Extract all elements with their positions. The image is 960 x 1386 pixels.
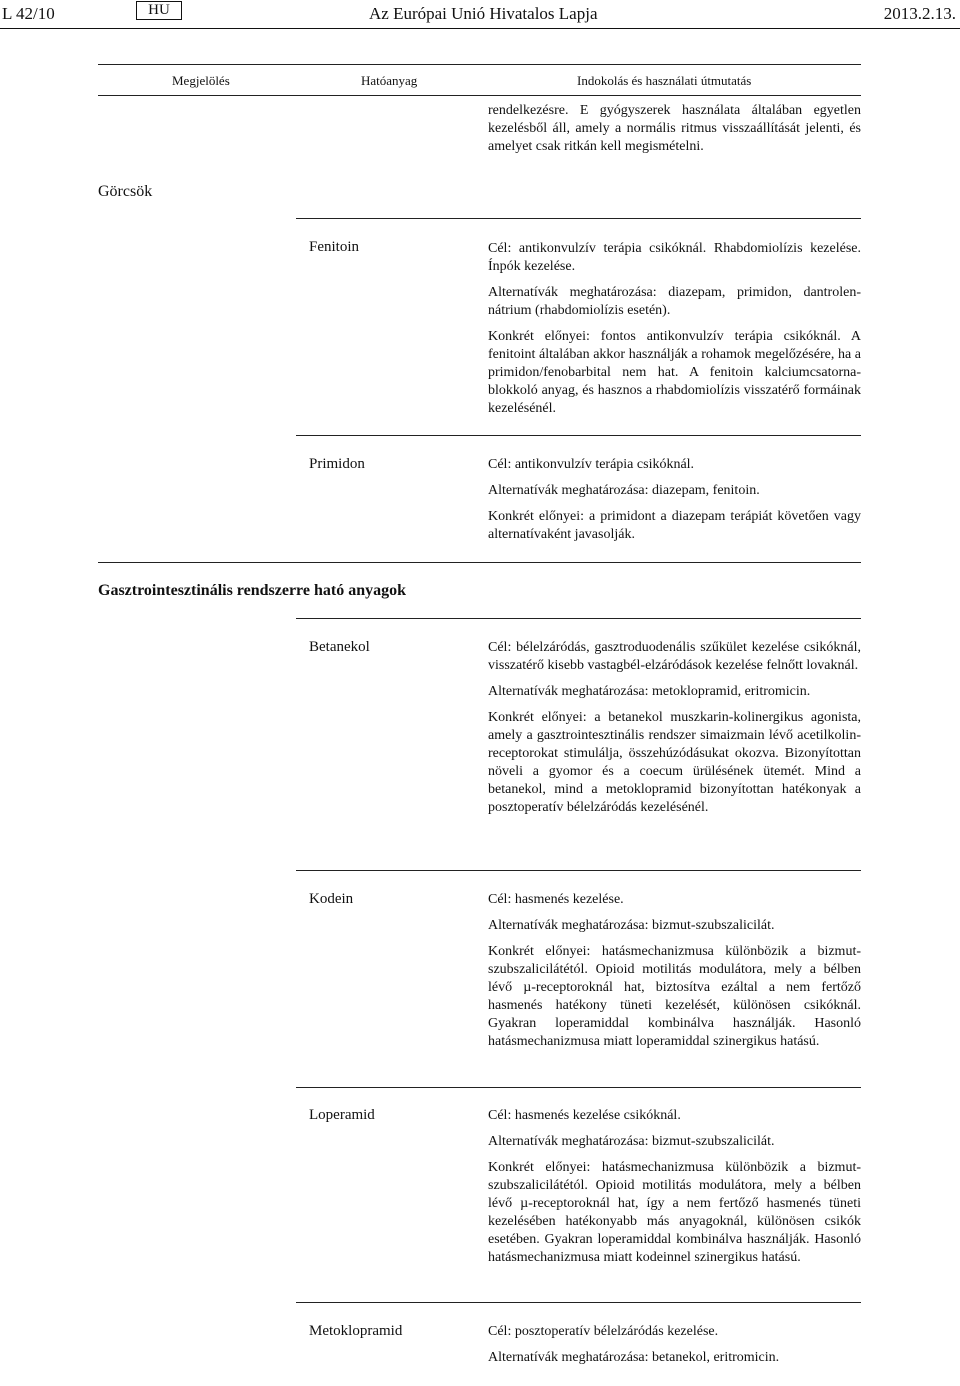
paragraph-target: Cél: antikonvulzív terápia csikóknál. (488, 457, 695, 472)
paragraph-alternatives: Alternatívák meghatározása: bizmut-szubszalicilát. (488, 1134, 775, 1149)
row-rule-fenitoin (296, 218, 861, 219)
paragraph-advantages: Konkrét előnyei: fontos antikonvulzív terápia csikóknál. A fenitoint általában akkor használják a rohamok megelőzésére, ha a primidon/fenobarbital nem hat. A fenitoin kalciumcsatorna-blokkoló anyag, és hasznos a rhabdomiolízis visszatérő formáinak kezelésénél. (488, 329, 861, 416)
substance-betanekol: Betanekol (309, 639, 370, 655)
paragraph-target: Cél: hasmenés kezelése. (488, 892, 624, 907)
column-header-active-substance: Hatóanyag (361, 73, 418, 88)
row-text-fenitoin (488, 240, 861, 418)
row-text-loperamid (488, 1107, 861, 1267)
language-badge: HU (136, 1, 182, 20)
row-rule-betanekol (296, 618, 861, 619)
paragraph-alternatives: Alternatívák meghatározása: diazepam, fenitoin. (488, 483, 760, 498)
section-rule-gastro (98, 562, 861, 563)
row-text-kodein (488, 891, 861, 1051)
column-header-justification: Indokolás és használati útmutatás (577, 73, 752, 88)
row-text-primidon (488, 456, 861, 544)
substance-primidon: Primidon (309, 456, 365, 472)
row-text-betanekol (488, 639, 861, 817)
header-divider (0, 28, 960, 29)
page-header (0, 0, 960, 30)
substance-kodein: Kodein (309, 891, 354, 907)
paragraph-target: Cél: hasmenés kezelése csikóknál. (488, 1108, 681, 1123)
paragraph-advantages: Konkrét előnyei: a betanekol muszkarin-kolinergikus agonista, amely a gasztrointesztinális rendszer simaizmain lévő acetilkolin-receptorokat stimulálja, összehúzódásukat okozva. Bizonyítottan növeli a gyomor és a coecum ürülésének ütemét. Mind a betanekol, mind a metoklopramid bizonyítottan hatékonyak a posztoperatív bélelzáródás kezelésénél. (488, 710, 861, 815)
substance-loperamid: Loperamid (309, 1107, 375, 1123)
row-rule-metoklopramid (296, 1302, 861, 1303)
carryover-text: rendelkezésre. E gyógyszerek használata általában egyetlen kezelésből áll, amely a normális ritmus visszaállítását jelenti, és amelyet csak ritkán kell megismételni. (488, 103, 861, 154)
paragraph-alternatives: Alternatívák meghatározása: diazepam, primidon, dantrolen-nátrium (rhabdomiolízis esetén). (488, 285, 861, 318)
column-header-designation: Megjelölés (172, 73, 230, 88)
row-rule-loperamid (296, 1087, 861, 1088)
paragraph-alternatives: Alternatívák meghatározása: betanekol, eritromicin. (488, 1350, 780, 1365)
row-rule-primidon (296, 435, 861, 436)
table-header-rule (98, 95, 861, 96)
substance-metoklopramid: Metoklopramid (309, 1323, 403, 1339)
paragraph-alternatives: Alternatívák meghatározása: metoklopramid, eritromicin. (488, 684, 811, 699)
paragraph-target: Cél: bélelzáródás, gasztroduodenális szűkület kezelése csikóknál, visszatérő kisebb vastagbél-elzáródások kezelése felnőtt lovaknál. (488, 640, 861, 673)
row-rule-kodein (296, 870, 861, 871)
row-text-metoklopramid (488, 1323, 861, 1367)
section-title-seizures: Görcsök (98, 183, 153, 200)
section-title-gastrointestinal: Gasztrointesztinális rendszerre ható anyagok (98, 582, 406, 599)
table-top-rule (98, 64, 861, 65)
publication-date: 2013.2.13. (883, 4, 956, 23)
paragraph-alternatives: Alternatívák meghatározása: bizmut-szubszalicilát. (488, 918, 775, 933)
journal-title: Az Európai Unió Hivatalos Lapja (369, 4, 598, 23)
paragraph-advantages: Konkrét előnyei: hatásmechanizmusa különbözik a bizmutszubszalicilátétól. Opioid motilitás modulátora, mely a bélben lévő µ-receptoroknál hat, biztosítva ezáltal a nem fertőző hasmenés hatékony tüneti kezelését, különösen csikóknál. Gyakran loperamiddal kombinálva használják. Hasonló hatásmechanizmusa miatt loperamiddal szinergikus hatású. (488, 944, 861, 1049)
carryover-paragraph (488, 102, 861, 156)
paragraph-target: Cél: posztoperatív bélelzáródás kezelése. (488, 1324, 719, 1339)
paragraph-target: Cél: antikonvulzív terápia csikóknál. Rhabdomiolízis kezelése. Ínpók kezelése. (488, 241, 861, 274)
paragraph-advantages: Konkrét előnyei: hatásmechanizmusa különbözik a bizmutszubszalicilátétól. Opioid motilitás modulátora, mely a bélben lévő µ-receptoroknál hat, így a nem fertőző hasmenés tüneti kezelésében hatékonyabb más anyagoknál, különösen csikók esetében. Gyakran loperamiddal kombinálva használják. Hasonló hatásmechanizmusa miatt kodeinnel szinergikus hatású. (488, 1160, 861, 1265)
substance-fenitoin: Fenitoin (309, 239, 360, 255)
page-reference: L 42/10 (2, 4, 55, 23)
paragraph-advantages: Konkrét előnyei: a primidont a diazepam terápiát követően vagy alternatívaként javasolják. (488, 509, 861, 542)
